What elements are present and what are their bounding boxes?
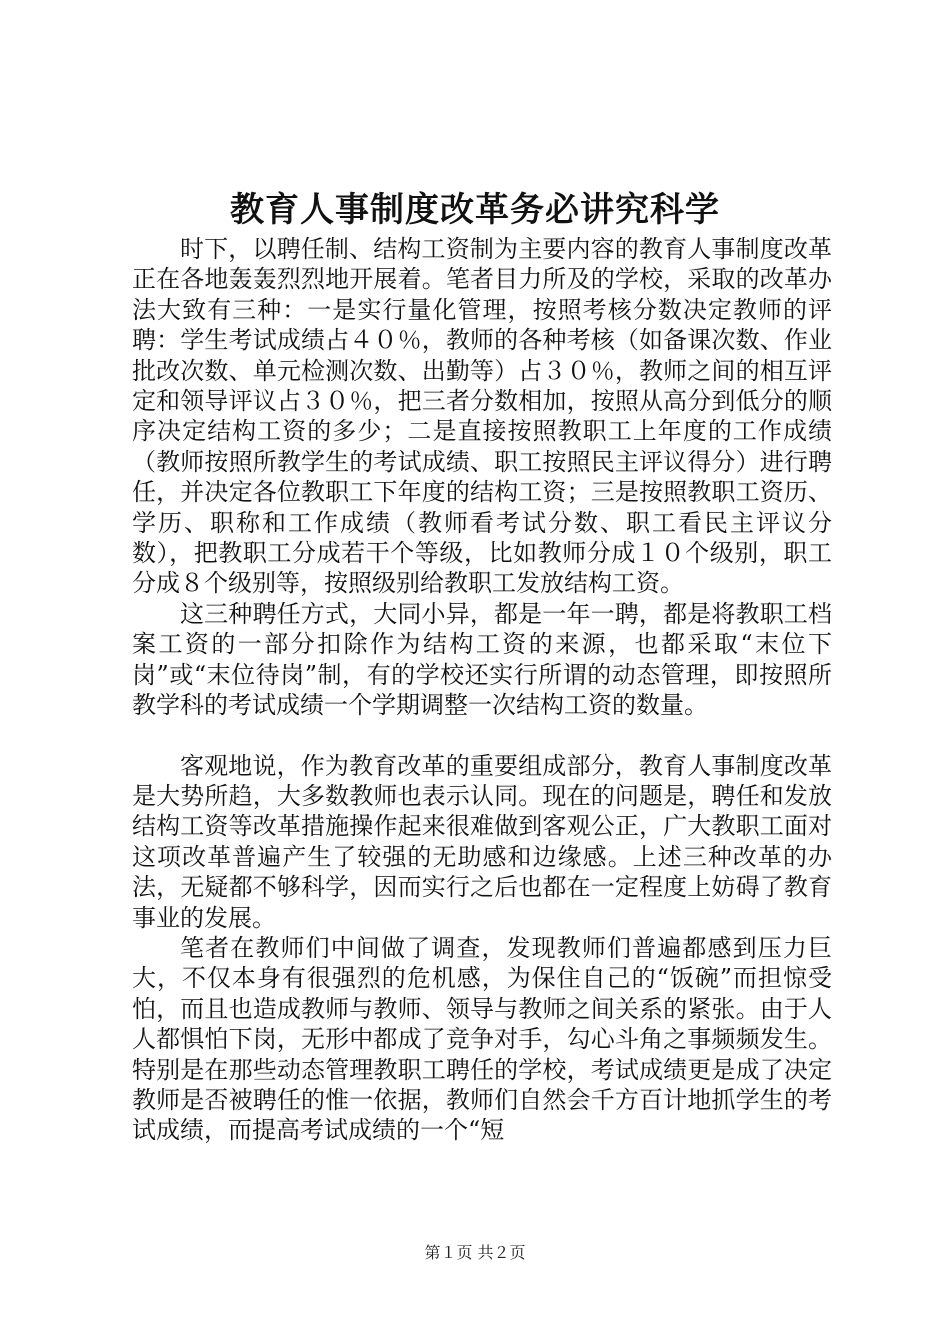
paragraph-2: 这三种聘任方式，大同小异，都是一年一聘，都是将教职工档案工资的一部分扣除作为结构工资的来源，也都采取“末位下岗”或“末位待岗”制，有的学校还实行所谓的动态管理，即按照所教学科的考试成绩一个学期调整一次结构工资的数量。 <box>132 599 832 720</box>
paragraph-3: 客观地说，作为教育改革的重要组成部分，教育人事制度改革是大势所趋，大多数教师也表示认同。现在的问题是，聘任和发放结构工资等改革措施操作起来很难做到客观公正，广大教职工面对这项改革普遍产生了较强的无助感和边缘感。上述三种改革的办法，无疑都不够科学，因而实行之后也都在一定程度上妨碍了教育事业的发展。 <box>132 751 832 932</box>
page-number-footer: 第１页 共２页 <box>424 1243 526 1262</box>
paragraph-4: 笔者在教师们中间做了调查，发现教师们普遍都感到压力巨大，不仅本身有很强烈的危机感，为保住自己的“饭碗”而担惊受怕，而且也造成教师与教师、领导与教师之间关系的紧张。由于人人都惧怕下岗，无形中都成了竞争对手，勾心斗角之事频频发生。特别是在那些动态管理教职工聘任的学校，考试成绩更是成了决定教师是否被聘任的惟一依据，教师们自然会千方百计地抓学生的考试成绩，而提高考试成绩的一个“短 <box>132 933 832 1145</box>
document-title: 教育人事制度改革务必讲究科学 <box>230 190 720 230</box>
document-body <box>132 234 832 1146</box>
paragraph-1: 时下，以聘任制、结构工资制为主要内容的教育人事制度改革正在各地轰轰烈烈地开展着。笔者目力所及的学校，采取的改革办法大致有三种：一是实行量化管理，按照考核分数决定教师的评聘：学生考试成绩占４０％，教师的各种考核（如备课次数、作业批改次数、单元检测次数、出勤等）占３０％，教师之间的相互评定和领导评议占３０％，把三者分数相加，按照从高分到低分的顺序决定结构工资的多少；二是直接按照教职工上年度的工作成绩（教师按照所教学生的考试成绩、职工按照民主评议得分）进行聘任，并决定各位教职工下年度的结构工资；三是按照教职工资历、学历、职称和工作成绩（教师看考试分数、职工看民主评议分数），把教职工分成若干个等级，比如教师分成１０个级别，职工分成８个级别等，按照级别给教职工发放结构工资。 <box>132 235 832 598</box>
